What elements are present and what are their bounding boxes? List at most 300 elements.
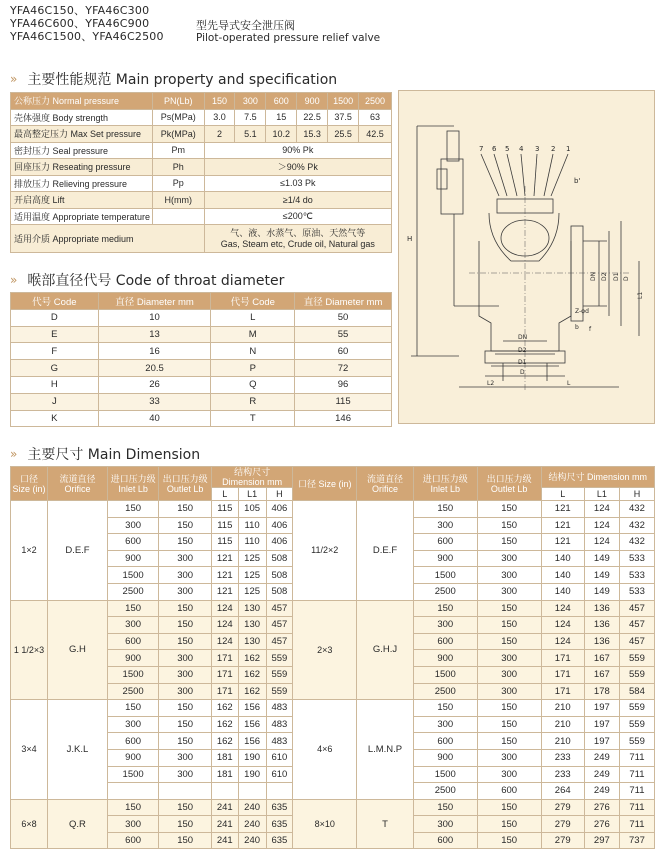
dim-label-h: H [407, 235, 413, 243]
l-cell: 279 [541, 816, 584, 833]
property-symbol [152, 208, 204, 225]
l1-cell: 149 [584, 583, 619, 600]
throat-header: 代号 Code [211, 293, 295, 310]
property-symbol: Pk(MPa) [152, 126, 204, 143]
l1-cell: 105 [238, 501, 266, 518]
l-cell: 171 [211, 666, 238, 683]
property-name: 密封压力 Seal pressure [11, 142, 153, 159]
inlet-cell: 150 [107, 600, 159, 617]
l-cell: 241 [211, 832, 238, 849]
l1-cell: 125 [238, 583, 266, 600]
property-name: 排放压力 Relieving pressure [11, 175, 153, 192]
size-cell: 4×6 [293, 700, 357, 800]
h-cell: 711 [619, 749, 654, 766]
outlet-cell: 300 [477, 749, 541, 766]
inlet-cell: 600 [107, 832, 159, 849]
throat-row [11, 360, 392, 377]
dim-label: L1 [637, 291, 644, 299]
l-cell: 115 [211, 501, 238, 518]
inlet-cell: 2500 [107, 683, 159, 700]
throat-code: N [211, 343, 295, 360]
l-cell: 124 [211, 633, 238, 650]
outlet-cell: 150 [477, 517, 541, 534]
h-cell: 711 [619, 783, 654, 800]
h-cell: 508 [266, 550, 293, 567]
h-cell: 559 [619, 700, 654, 717]
l-cell: 162 [211, 700, 238, 717]
l1-cell: 136 [584, 633, 619, 650]
inlet-cell: 150 [413, 600, 477, 617]
throat-code: F [11, 343, 99, 360]
property-value: ≤1.03 Pk [204, 175, 391, 192]
inlet-cell: 900 [413, 749, 477, 766]
outlet-cell: 300 [477, 583, 541, 600]
h-cell: 432 [619, 517, 654, 534]
throat-code: E [11, 326, 99, 343]
l-cell: 115 [211, 534, 238, 551]
orifice-cell: L.M.N.P [357, 700, 414, 800]
outlet-cell: 300 [477, 550, 541, 567]
property-value: 37.5 [328, 109, 359, 126]
outlet-cell: 300 [477, 666, 541, 683]
outlet-cell: 300 [159, 567, 212, 584]
property-row [11, 175, 392, 192]
l1-cell: 162 [238, 650, 266, 667]
throat-diameter: 20.5 [98, 360, 211, 377]
inlet-cell: 300 [413, 517, 477, 534]
l-cell: 171 [541, 650, 584, 667]
dim-label: Z-φd [575, 308, 589, 315]
h-cell: 432 [619, 501, 654, 518]
inlet-cell: 1500 [413, 766, 477, 783]
outlet-cell: 150 [477, 816, 541, 833]
pressure-class: 300 [235, 93, 266, 110]
inlet-cell: 900 [413, 650, 477, 667]
l1-cell: 156 [238, 733, 266, 750]
property-value: 7.5 [235, 109, 266, 126]
outlet-cell: 150 [159, 700, 212, 717]
inlet-cell: 900 [107, 650, 159, 667]
inlet-cell: 600 [107, 733, 159, 750]
product-title-cn: 型先导式安全泄压阀 [196, 19, 295, 32]
dim-label: D1 [518, 359, 527, 366]
l1-cell: 167 [584, 666, 619, 683]
h-cell: 711 [619, 816, 654, 833]
callout-label: 7 [479, 145, 484, 153]
outlet-cell: 150 [477, 600, 541, 617]
inlet-cell: 2500 [413, 783, 477, 800]
product-title [196, 19, 380, 45]
l-cell: 171 [211, 650, 238, 667]
throat-table [10, 292, 392, 427]
l-cell: 171 [211, 683, 238, 700]
outlet-cell: 150 [159, 501, 212, 518]
table-row [11, 600, 655, 617]
l1-cell: 124 [584, 501, 619, 518]
inlet-cell: 600 [413, 534, 477, 551]
h-cell: 483 [266, 716, 293, 733]
inlet-cell: 2500 [107, 583, 159, 600]
section-title-throat [10, 270, 284, 290]
inlet-cell: 300 [107, 517, 159, 534]
property-row [11, 192, 392, 209]
callout-label: 5 [505, 145, 510, 153]
inlet-cell: 150 [107, 700, 159, 717]
outlet-cell: 150 [159, 733, 212, 750]
h-cell: 457 [266, 633, 293, 650]
l1-cell: 190 [238, 766, 266, 783]
size-cell: 11/2×2 [293, 501, 357, 601]
h-cell: 483 [266, 700, 293, 717]
h-cell: 508 [266, 567, 293, 584]
header-outlet: 出口压力级 Outlet Lb [159, 467, 212, 501]
header-size: 口径 Size (in) [11, 467, 48, 501]
outlet-cell: 300 [477, 766, 541, 783]
throat-diameter: 10 [98, 309, 211, 326]
header-l1: L1 [238, 488, 266, 501]
throat-code: P [211, 360, 295, 377]
dim-label: D2 [518, 347, 527, 354]
dim-label: D [623, 276, 630, 281]
l-cell: 264 [541, 783, 584, 800]
h-cell: 457 [619, 600, 654, 617]
l-cell: 121 [541, 517, 584, 534]
size-cell: 1 1/2×3 [11, 600, 48, 700]
h-cell: 457 [619, 633, 654, 650]
orifice-cell: D.E.F [48, 501, 108, 601]
l1-cell: 197 [584, 700, 619, 717]
inlet-cell: 900 [107, 550, 159, 567]
section-title-property [10, 69, 337, 89]
throat-header: 代号 Code [11, 293, 99, 310]
inlet-cell: 2500 [413, 683, 477, 700]
property-row [11, 142, 392, 159]
callout-label: 6 [492, 145, 497, 153]
throat-diameter: 72 [295, 360, 392, 377]
h-cell: 610 [266, 749, 293, 766]
outlet-cell: 300 [477, 650, 541, 667]
throat-diameter: 26 [98, 376, 211, 393]
outlet-cell: 150 [159, 633, 212, 650]
size-cell: 8×10 [293, 799, 357, 849]
dim-label: D [520, 369, 525, 376]
h-cell: 533 [619, 550, 654, 567]
property-header-row [11, 93, 392, 110]
property-value: 22.5 [297, 109, 328, 126]
property-symbol: Pm [152, 142, 204, 159]
l-cell: 171 [541, 683, 584, 700]
h-cell: 635 [266, 799, 293, 816]
header-orifice: 流道直径 Orifice [48, 467, 108, 501]
property-symbol: Ph [152, 159, 204, 176]
l1-cell: 249 [584, 783, 619, 800]
callout-label: 4 [519, 145, 524, 153]
inlet-cell: 900 [107, 749, 159, 766]
size-cell: 1×2 [11, 501, 48, 601]
dim-label: f [589, 326, 592, 333]
inlet-cell: 150 [413, 799, 477, 816]
property-value: 63 [359, 109, 392, 126]
h-cell: 711 [619, 799, 654, 816]
inlet-cell: 600 [413, 633, 477, 650]
l-cell: 124 [541, 633, 584, 650]
l1-cell: 125 [238, 567, 266, 584]
outlet-cell: 300 [159, 666, 212, 683]
throat-diameter: 60 [295, 343, 392, 360]
table-row [11, 700, 655, 717]
inlet-cell: 300 [107, 816, 159, 833]
dim-label: b [575, 324, 579, 331]
inlet-cell: 300 [413, 617, 477, 634]
outlet-cell: 150 [159, 534, 212, 551]
l1-cell: 249 [584, 749, 619, 766]
model-line: YFA46C150、YFA46C300 [10, 4, 150, 17]
outlet-cell: 150 [477, 501, 541, 518]
throat-row [11, 393, 392, 410]
outlet-cell: 150 [477, 799, 541, 816]
chevron-icon: » [10, 273, 18, 287]
l-cell: 124 [211, 617, 238, 634]
l1-cell: 130 [238, 633, 266, 650]
dimension-header-row [11, 467, 655, 488]
property-symbol: H(mm) [152, 192, 204, 209]
l-cell: 140 [541, 583, 584, 600]
orifice-cell: J.K.L [48, 700, 108, 800]
outlet-cell: 150 [477, 617, 541, 634]
l1-cell: 197 [584, 716, 619, 733]
callout-label: 2 [551, 145, 556, 153]
l1-cell: 124 [584, 517, 619, 534]
l-cell: 210 [541, 716, 584, 733]
property-row-medium [11, 225, 392, 253]
property-value: ≤200℃ [204, 208, 391, 225]
l-cell: 124 [211, 600, 238, 617]
h-cell: 635 [266, 832, 293, 849]
throat-code: D [11, 309, 99, 326]
outlet-cell: 150 [159, 716, 212, 733]
h-cell: 432 [619, 534, 654, 551]
l-cell: 162 [211, 733, 238, 750]
h-cell: 483 [266, 733, 293, 750]
h-cell: 610 [266, 766, 293, 783]
throat-diameter: 40 [98, 410, 211, 427]
property-value: ≥1/4 do [204, 192, 391, 209]
inlet-cell: 150 [107, 799, 159, 816]
chevron-icon: » [10, 72, 18, 86]
property-table [10, 92, 392, 253]
h-cell: 584 [619, 683, 654, 700]
outlet-cell: 150 [477, 716, 541, 733]
property-value: ＞90% Pk [204, 159, 391, 176]
throat-diameter: 13 [98, 326, 211, 343]
table-row [11, 799, 655, 816]
l-cell: 121 [211, 567, 238, 584]
pressure-class: 150 [204, 93, 235, 110]
l1-cell: 149 [584, 550, 619, 567]
dim-label: L [567, 380, 571, 387]
header-size: 口径 Size (in) [293, 467, 357, 501]
h-cell: 533 [619, 583, 654, 600]
l1-cell: 130 [238, 617, 266, 634]
l1-cell: 125 [238, 550, 266, 567]
inlet-cell: 300 [413, 716, 477, 733]
outlet-cell: 150 [159, 517, 212, 534]
inlet-cell: 1500 [413, 567, 477, 584]
dim-label: D1 [613, 272, 620, 281]
dimension-table [10, 466, 655, 849]
outlet-cell: 150 [477, 700, 541, 717]
throat-code: Q [211, 376, 295, 393]
outlet-cell: 150 [477, 832, 541, 849]
inlet-cell: 150 [413, 700, 477, 717]
l-cell: 121 [541, 501, 584, 518]
orifice-cell: Q.R [48, 799, 108, 849]
throat-row [11, 376, 392, 393]
l1-cell: 156 [238, 716, 266, 733]
section-title-text: 主要尺寸 Main Dimension [27, 447, 201, 463]
property-value: 90% Pk [204, 142, 391, 159]
callout-label: 3 [535, 145, 540, 153]
throat-code: M [211, 326, 295, 343]
header-dimension: 结构尺寸 Dimension mm [211, 467, 292, 488]
header-l1: L1 [584, 488, 619, 501]
pressure-class: 2500 [359, 93, 392, 110]
l1-cell: 136 [584, 617, 619, 634]
property-value: 25.5 [328, 126, 359, 143]
outlet-cell: 300 [159, 550, 212, 567]
l-cell: 171 [541, 666, 584, 683]
outlet-cell: 150 [159, 799, 212, 816]
property-name: 适用温度 Appropriate temperature [11, 208, 153, 225]
inlet-cell: 1500 [107, 666, 159, 683]
l-cell: 181 [211, 766, 238, 783]
property-symbol: PN(Lb) [152, 93, 204, 110]
h-cell: 406 [266, 534, 293, 551]
header-l: L [211, 488, 238, 501]
property-value: 42.5 [359, 126, 392, 143]
outlet-cell: 150 [159, 816, 212, 833]
inlet-cell: 600 [107, 633, 159, 650]
property-name: 适用介质 Appropriate medium [11, 225, 205, 253]
size-cell: 6×8 [11, 799, 48, 849]
l-cell: 115 [211, 517, 238, 534]
size-cell: 3×4 [11, 700, 48, 800]
h-cell: 559 [266, 683, 293, 700]
property-symbol: Pp [152, 175, 204, 192]
throat-row [11, 343, 392, 360]
h-cell: 406 [266, 501, 293, 518]
outlet-cell: 300 [159, 650, 212, 667]
l1-cell: 149 [584, 567, 619, 584]
l-cell: 162 [211, 716, 238, 733]
outlet-cell: 300 [477, 683, 541, 700]
header-dimension: 结构尺寸 Dimension mm [541, 467, 654, 488]
h-cell: 559 [619, 733, 654, 750]
h-cell: 533 [619, 567, 654, 584]
l-cell [211, 783, 238, 800]
l-cell: 121 [541, 534, 584, 551]
inlet-cell: 1500 [413, 666, 477, 683]
throat-code: K [11, 410, 99, 427]
h-cell: 559 [266, 650, 293, 667]
property-row [11, 126, 392, 143]
h-cell: 508 [266, 583, 293, 600]
l-cell: 279 [541, 799, 584, 816]
header-l: L [541, 488, 584, 501]
l1-cell: 162 [238, 683, 266, 700]
medium-en: Gas, Steam etc, Crude oil, Natural gas [220, 238, 375, 249]
valve-drawing [399, 91, 656, 425]
orifice-cell: G.H.J [357, 600, 414, 700]
outlet-cell [159, 783, 212, 800]
l-cell: 121 [211, 583, 238, 600]
h-cell: 711 [619, 766, 654, 783]
size-cell: 2×3 [293, 600, 357, 700]
throat-row [11, 309, 392, 326]
outlet-cell: 150 [159, 617, 212, 634]
l1-cell [238, 783, 266, 800]
section-title-text: 喉部直径代号 Code of throat diameter [27, 273, 285, 289]
l1-cell: 124 [584, 534, 619, 551]
l-cell: 124 [541, 600, 584, 617]
h-cell: 406 [266, 517, 293, 534]
h-cell: 559 [619, 650, 654, 667]
throat-diameter: 16 [98, 343, 211, 360]
pressure-class: 900 [297, 93, 328, 110]
inlet-cell [107, 783, 159, 800]
l1-cell: 197 [584, 733, 619, 750]
throat-diameter: 33 [98, 393, 211, 410]
h-cell: 635 [266, 816, 293, 833]
l-cell: 121 [211, 550, 238, 567]
inlet-cell: 900 [413, 550, 477, 567]
header-h: H [619, 488, 654, 501]
property-value: 15.3 [297, 126, 328, 143]
outlet-cell: 150 [159, 600, 212, 617]
throat-header: 直径 Diameter mm [98, 293, 211, 310]
l1-cell: 249 [584, 766, 619, 783]
section-title-text: 主要性能规范 Main property and specification [27, 72, 338, 88]
section-title-dimension [10, 444, 200, 464]
property-value: 5.1 [235, 126, 266, 143]
property-value: 3.0 [204, 109, 235, 126]
header-inlet: 进口压力级 Inlet Lb [413, 467, 477, 501]
l1-cell: 162 [238, 666, 266, 683]
property-symbol: Ps(MPa) [152, 109, 204, 126]
l1-cell: 240 [238, 799, 266, 816]
chevron-icon: » [10, 447, 18, 461]
throat-diameter: 96 [295, 376, 392, 393]
pressure-class: 1500 [328, 93, 359, 110]
l-cell: 210 [541, 700, 584, 717]
header-h: H [266, 488, 293, 501]
medium-value [204, 225, 391, 253]
l-cell: 241 [211, 816, 238, 833]
header-outlet: 出口压力级 Outlet Lb [477, 467, 541, 501]
dim-label: L2 [487, 380, 495, 387]
property-value: 15 [266, 109, 297, 126]
h-cell: 737 [619, 832, 654, 849]
inlet-cell: 150 [107, 501, 159, 518]
h-cell [266, 783, 293, 800]
header-orifice: 流道直径 Orifice [357, 467, 414, 501]
l-cell: 140 [541, 567, 584, 584]
inlet-cell: 1500 [107, 567, 159, 584]
inlet-cell: 600 [413, 832, 477, 849]
l-cell: 233 [541, 766, 584, 783]
property-value: 10.2 [266, 126, 297, 143]
outlet-cell: 300 [159, 683, 212, 700]
